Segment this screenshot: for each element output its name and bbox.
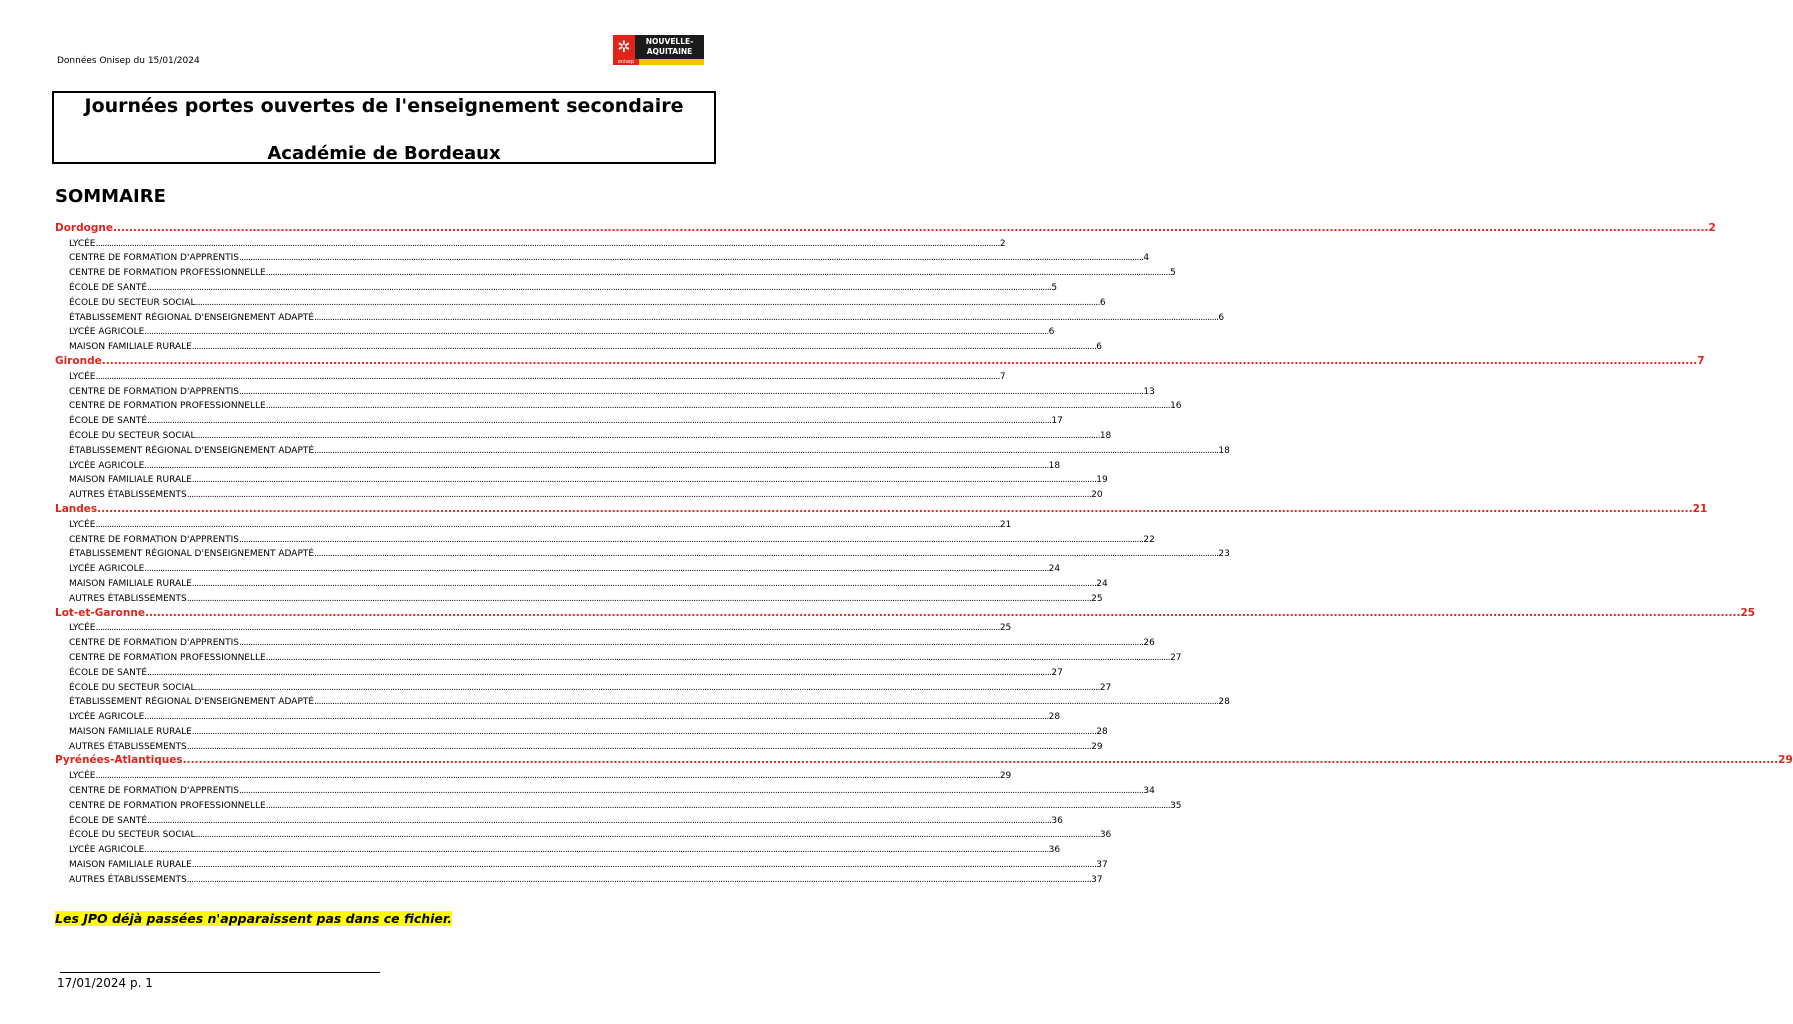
toc-subentry-label: ÉCOLE DE SANTÉ: [69, 815, 148, 826]
toc-subentry-page-number: 21: [999, 519, 1012, 530]
toc-subentry-page-number: 36: [1099, 830, 1112, 841]
leader-dots: ................................................................................................................................................................................................................................................................................................................................................................................................................: [144, 564, 1049, 575]
leader-dots: ................................................................................................................................................................................................................................................................................................................................................................................................................: [186, 593, 1092, 604]
leader-dots: ................................................................................................................................................................................................................................................................................................................................................................................................................: [95, 519, 1000, 530]
toc-subentry[interactable]: [55, 337, 1102, 353]
toc-section-entry[interactable]: [55, 219, 1716, 234]
toc-subentry[interactable]: [55, 308, 1225, 323]
toc-subentry[interactable]: [55, 722, 1108, 737]
toc-section-entry-label: Pyrénées-Atlantiques: [55, 754, 183, 767]
toc-subentry-page-number: 2: [999, 238, 1006, 249]
toc-subentry-page-number: 36: [1051, 815, 1063, 826]
toc-subentry[interactable]: [55, 574, 1108, 589]
leader-dots: ................................................................................................................................................................................................................................................................................................................................................................................................................: [144, 606, 1741, 619]
toc-section-entry-page-number: 29: [1778, 754, 1793, 767]
leader-dots: ................................................................................................................................................................................................................................................................................................................................................................................................................: [186, 490, 1092, 501]
toc-section-entry[interactable]: [55, 500, 1708, 515]
leader-dots: ................................................................................................................................................................................................................................................................................................................................................................................................................: [144, 460, 1049, 471]
toc-subentry[interactable]: [55, 766, 1012, 782]
leader-dots: ................................................................................................................................................................................................................................................................................................................................................................................................................: [314, 697, 1219, 708]
leader-dots: ................................................................................................................................................................................................................................................................................................................................................................................................................: [147, 667, 1052, 678]
document-title: Journées portes ouvertes de l'enseignement secondaire: [84, 95, 684, 117]
leader-dots: ................................................................................................................................................................................................................................................................................................................................................................................................................: [95, 623, 1000, 634]
toc-subentry-page-number: 5: [1170, 268, 1176, 279]
toc-subentry[interactable]: [55, 855, 1108, 871]
leader-dots: ................................................................................................................................................................................................................................................................................................................................................................................................................: [95, 238, 1000, 249]
toc-subentry-page-number: 6: [1096, 342, 1102, 353]
toc-subentry[interactable]: [55, 397, 1182, 412]
leader-dots: ................................................................................................................................................................................................................................................................................................................................................................................................................: [239, 253, 1144, 264]
toc-subentry-page-number: 27: [1170, 652, 1182, 663]
toc-subentry-label: LYCÉE AGRICOLE: [69, 460, 145, 471]
toc-subentry-label: ÉCOLE DE SANTÉ: [69, 416, 148, 427]
note-text: Les JPO déjà passées n'apparaissent pas dans ce fichier.: [55, 911, 453, 926]
toc-subentry[interactable]: [55, 441, 1230, 456]
toc-subentry-label: MAISON FAMILIALE RURALE: [69, 475, 192, 486]
leader-dots: ................................................................................................................................................................................................................................................................................................................................................................................................................: [239, 786, 1144, 797]
leader-dots: ................................................................................................................................................................................................................................................................................................................................................................................................................: [101, 354, 1698, 367]
toc-subentry-label: ÉCOLE DE SANTÉ: [69, 667, 148, 678]
leader-dots: ................................................................................................................................................................................................................................................................................................................................................................................................................: [195, 830, 1100, 841]
leader-dots: ................................................................................................................................................................................................................................................................................................................................................................................................................: [95, 371, 1000, 382]
leader-dots: ................................................................................................................................................................................................................................................................................................................................................................................................................: [265, 800, 1171, 811]
toc-subentry[interactable]: [55, 589, 1103, 604]
toc-subentry[interactable]: [55, 382, 1155, 397]
toc-subentry[interactable]: [55, 249, 1150, 264]
toc-subentry-label: ÉCOLE DU SECTEUR SOCIAL: [69, 682, 196, 693]
toc-subentry[interactable]: [55, 515, 1012, 530]
toc-subentry-label: LYCÉE: [69, 238, 96, 249]
leader-dots: ................................................................................................................................................................................................................................................................................................................................................................................................................: [95, 771, 1000, 782]
leader-dots: ................................................................................................................................................................................................................................................................................................................................................................................................................: [265, 268, 1171, 279]
toc-subentry-label: CENTRE DE FORMATION PROFESSIONNELLE: [69, 800, 266, 811]
leader-dots: ................................................................................................................................................................................................................................................................................................................................................................................................................: [144, 327, 1049, 338]
toc-section-entry-label: Dordogne: [55, 221, 113, 234]
toc-subentry-label: CENTRE DE FORMATION D'APPRENTIS: [69, 253, 239, 264]
toc-subentry-label: ÉCOLE DU SECTEUR SOCIAL: [69, 830, 196, 841]
toc-subentry[interactable]: [55, 796, 1182, 811]
toc-subentry-page-number: 6: [1048, 327, 1055, 338]
toc-subentry-label: LYCÉE: [69, 623, 96, 634]
leader-dots: ................................................................................................................................................................................................................................................................................................................................................................................................................: [191, 726, 1097, 737]
toc-subentry-page-number: 25: [1091, 593, 1103, 604]
footer-page-info: 17/01/2024 p. 1: [57, 976, 153, 990]
leader-dots: ................................................................................................................................................................................................................................................................................................................................................................................................................: [191, 475, 1097, 486]
leader-dots: ................................................................................................................................................................................................................................................................................................................................................................................................................: [147, 416, 1052, 427]
toc-subentry-page-number: 36: [1048, 845, 1061, 856]
toc-section-entry-label: Landes: [55, 502, 98, 515]
toc-subentry[interactable]: [55, 278, 1058, 293]
footer-rule: [60, 972, 380, 973]
toc-subentry[interactable]: [55, 426, 1112, 441]
toc-section-entry-page-number: 25: [1740, 606, 1756, 619]
toc-subentry-label: LYCÉE AGRICOLE: [69, 845, 145, 856]
toc-subentry-page-number: 29: [1091, 741, 1103, 752]
toc-section-entry[interactable]: [55, 352, 1705, 367]
toc-subentry-label: MAISON FAMILIALE RURALE: [69, 726, 192, 737]
logo-sub-text: onisep: [613, 59, 639, 65]
leader-dots: ................................................................................................................................................................................................................................................................................................................................................................................................................: [314, 549, 1219, 560]
toc-subentry-label: LYCÉE AGRICOLE: [69, 712, 145, 723]
logo-yellow-bar: [639, 59, 704, 65]
toc-subentry[interactable]: [55, 559, 1061, 575]
toc-subentry-page-number: 29: [999, 771, 1012, 782]
toc-subentry-label: LYCÉE AGRICOLE: [69, 327, 145, 338]
table-of-contents: [55, 219, 1793, 885]
toc-section-entry[interactable]: [55, 604, 1756, 619]
leader-dots: ................................................................................................................................................................................................................................................................................................................................................................................................................: [112, 221, 1709, 234]
toc-subentry-label: CENTRE DE FORMATION D'APPRENTIS: [69, 534, 239, 545]
leader-dots: ................................................................................................................................................................................................................................................................................................................................................................................................................: [191, 342, 1097, 353]
toc-subentry[interactable]: [55, 633, 1155, 649]
nouvelle-aquitaine-onisep-logo: [613, 35, 704, 65]
logo-emblem-icon: ✲: [613, 35, 635, 59]
leader-dots: ................................................................................................................................................................................................................................................................................................................................................................................................................: [147, 815, 1052, 826]
note-banner: [55, 911, 452, 926]
toc-subentry-label: ÉCOLE DU SECTEUR SOCIAL: [69, 430, 196, 441]
toc-subentry-page-number: 19: [1096, 475, 1108, 486]
toc-subentry-page-number: 18: [1099, 430, 1112, 441]
toc-section-entry-page-number: 2: [1708, 221, 1716, 234]
toc-subentry-label: ÉTABLISSEMENT RÉGIONAL D'ENSEIGNEMENT ADAPTÉ: [69, 312, 315, 323]
leader-dots: ................................................................................................................................................................................................................................................................................................................................................................................................................: [195, 430, 1100, 441]
leader-dots: ................................................................................................................................................................................................................................................................................................................................................................................................................: [147, 282, 1052, 293]
toc-subentry-label: ÉCOLE DE SANTÉ: [69, 282, 148, 293]
toc-subentry-page-number: 22: [1143, 534, 1155, 545]
toc-subentry-label: MAISON FAMILIALE RURALE: [69, 860, 192, 871]
leader-dots: ................................................................................................................................................................................................................................................................................................................................................................................................................: [186, 874, 1092, 885]
toc-section-entry-label: Lot-et-Garonne: [55, 606, 145, 619]
toc-subentry[interactable]: [55, 693, 1230, 708]
toc-subentry[interactable]: [55, 737, 1103, 752]
toc-subentry-label: LYCÉE: [69, 371, 96, 382]
toc-subentry-label: AUTRES ÉTABLISSEMENTS: [69, 593, 187, 604]
toc-subentry-page-number: 34: [1143, 786, 1155, 797]
leader-dots: ................................................................................................................................................................................................................................................................................................................................................................................................................: [239, 386, 1144, 397]
toc-subentry[interactable]: [55, 811, 1063, 826]
toc-subentry-page-number: 7: [999, 371, 1006, 382]
toc-subentry[interactable]: [55, 826, 1112, 841]
toc-subentry-page-number: 4: [1143, 253, 1150, 264]
toc-subentry-label: AUTRES ÉTABLISSEMENTS: [69, 741, 187, 752]
toc-subentry-page-number: 13: [1143, 386, 1155, 397]
toc-subentry-label: ÉTABLISSEMENT RÉGIONAL D'ENSEIGNEMENT ADAPTÉ: [69, 445, 315, 456]
toc-subentry[interactable]: [55, 619, 1012, 634]
toc-subentry-label: CENTRE DE FORMATION PROFESSIONNELLE: [69, 652, 266, 663]
toc-subentry[interactable]: [55, 870, 1103, 885]
leader-dots: ................................................................................................................................................................................................................................................................................................................................................................................................................: [97, 502, 1693, 515]
toc-subentry-page-number: 27: [1051, 667, 1063, 678]
toc-subentry-label: LYCÉE: [69, 519, 96, 530]
title-box: [52, 91, 716, 164]
toc-subentry-label: LYCÉE: [69, 771, 96, 782]
toc-subentry-label: ÉTABLISSEMENT RÉGIONAL D'ENSEIGNEMENT ADAPTÉ: [69, 697, 315, 708]
toc-subentry-page-number: 27: [1099, 682, 1112, 693]
logo-text-line1: NOUVELLE-: [645, 37, 694, 46]
toc-subentry-label: CENTRE DE FORMATION D'APPRENTIS: [69, 638, 239, 649]
toc-section-entry[interactable]: [55, 752, 1793, 767]
toc-subentry-page-number: 35: [1170, 800, 1182, 811]
toc-subentry-page-number: 24: [1096, 578, 1108, 589]
toc-subentry[interactable]: [55, 263, 1176, 279]
toc-subentry[interactable]: [55, 678, 1112, 693]
toc-subentry-page-number: 25: [999, 623, 1012, 634]
toc-subentry-label: CENTRE DE FORMATION D'APPRENTIS: [69, 386, 239, 397]
toc-subentry[interactable]: [55, 234, 1006, 249]
toc-subentry[interactable]: [55, 471, 1108, 486]
toc-subentry-page-number: 6: [1099, 297, 1106, 308]
sommaire-heading: SOMMAIRE: [55, 186, 166, 207]
toc-subentry-page-number: 28: [1096, 726, 1108, 737]
toc-subentry[interactable]: [55, 707, 1061, 723]
toc-subentry[interactable]: [55, 530, 1155, 545]
leader-dots: ................................................................................................................................................................................................................................................................................................................................................................................................................: [265, 401, 1171, 412]
toc-subentry-label: ÉTABLISSEMENT RÉGIONAL D'ENSEIGNEMENT ADAPTÉ: [69, 549, 315, 560]
toc-subentry-page-number: 26: [1143, 638, 1155, 649]
toc-subentry[interactable]: [55, 648, 1182, 663]
toc-subentry-page-number: 37: [1091, 874, 1103, 885]
leader-dots: ................................................................................................................................................................................................................................................................................................................................................................................................................: [191, 860, 1097, 871]
toc-subentry[interactable]: [55, 323, 1055, 338]
leader-dots: ................................................................................................................................................................................................................................................................................................................................................................................................................: [314, 312, 1219, 323]
toc-subentry-page-number: 37: [1096, 860, 1108, 871]
logo-text-line2: AQUITAINE: [646, 47, 693, 56]
toc-subentry-page-number: 16: [1170, 401, 1182, 412]
leader-dots: ................................................................................................................................................................................................................................................................................................................................................................................................................: [182, 754, 1779, 767]
toc-subentry-label: CENTRE DE FORMATION PROFESSIONNELLE: [69, 268, 266, 279]
toc-subentry-label: CENTRE DE FORMATION D'APPRENTIS: [69, 786, 239, 797]
leader-dots: ................................................................................................................................................................................................................................................................................................................................................................................................................: [314, 445, 1219, 456]
toc-subentry-page-number: 18: [1048, 460, 1061, 471]
toc-subentry-label: CENTRE DE FORMATION PROFESSIONNELLE: [69, 401, 266, 412]
toc-subentry-label: ÉCOLE DU SECTEUR SOCIAL: [69, 297, 196, 308]
leader-dots: ................................................................................................................................................................................................................................................................................................................................................................................................................: [239, 638, 1144, 649]
toc-subentry[interactable]: [55, 293, 1106, 308]
toc-subentry-page-number: 18: [1218, 445, 1230, 456]
toc-subentry-label: AUTRES ÉTABLISSEMENTS: [69, 874, 187, 885]
toc-subentry-page-number: 28: [1048, 712, 1061, 723]
toc-subentry-page-number: 17: [1051, 416, 1063, 427]
leader-dots: ................................................................................................................................................................................................................................................................................................................................................................................................................: [191, 578, 1097, 589]
toc-subentry-label: LYCÉE AGRICOLE: [69, 564, 145, 575]
leader-dots: ................................................................................................................................................................................................................................................................................................................................................................................................................: [195, 297, 1100, 308]
toc-subentry-label: MAISON FAMILIALE RURALE: [69, 342, 192, 353]
toc-subentry[interactable]: [55, 456, 1061, 471]
toc-section-entry-page-number: 21: [1692, 502, 1708, 515]
toc-subentry[interactable]: [55, 367, 1006, 382]
leader-dots: ................................................................................................................................................................................................................................................................................................................................................................................................................: [144, 845, 1049, 856]
leader-dots: ................................................................................................................................................................................................................................................................................................................................................................................................................: [195, 682, 1100, 693]
toc-subentry-page-number: 24: [1048, 564, 1061, 575]
toc-subentry[interactable]: [55, 545, 1230, 560]
leader-dots: ................................................................................................................................................................................................................................................................................................................................................................................................................: [265, 652, 1171, 663]
toc-subentry-page-number: 28: [1218, 697, 1230, 708]
toc-subentry[interactable]: [55, 485, 1103, 501]
toc-subentry[interactable]: [55, 781, 1155, 797]
toc-section-entry-page-number: 7: [1697, 354, 1705, 367]
header-date: Données Onisep du 15/01/2024: [57, 56, 200, 66]
toc-subentry[interactable]: [55, 663, 1063, 678]
toc-subentry[interactable]: [55, 840, 1061, 856]
toc-section-entry-label: Gironde: [55, 354, 102, 367]
leader-dots: ................................................................................................................................................................................................................................................................................................................................................................................................................: [186, 741, 1092, 752]
toc-subentry-page-number: 5: [1051, 282, 1058, 293]
toc-subentry-page-number: 23: [1218, 549, 1230, 560]
toc-subentry-page-number: 20: [1091, 490, 1103, 501]
toc-subentry-page-number: 6: [1218, 312, 1225, 323]
toc-subentry[interactable]: [55, 411, 1063, 427]
leader-dots: ................................................................................................................................................................................................................................................................................................................................................................................................................: [239, 534, 1144, 545]
toc-subentry-label: AUTRES ÉTABLISSEMENTS: [69, 490, 187, 501]
toc-subentry-label: MAISON FAMILIALE RURALE: [69, 578, 192, 589]
leader-dots: ................................................................................................................................................................................................................................................................................................................................................................................................................: [144, 712, 1049, 723]
document-subtitle: Académie de Bordeaux: [267, 143, 501, 164]
